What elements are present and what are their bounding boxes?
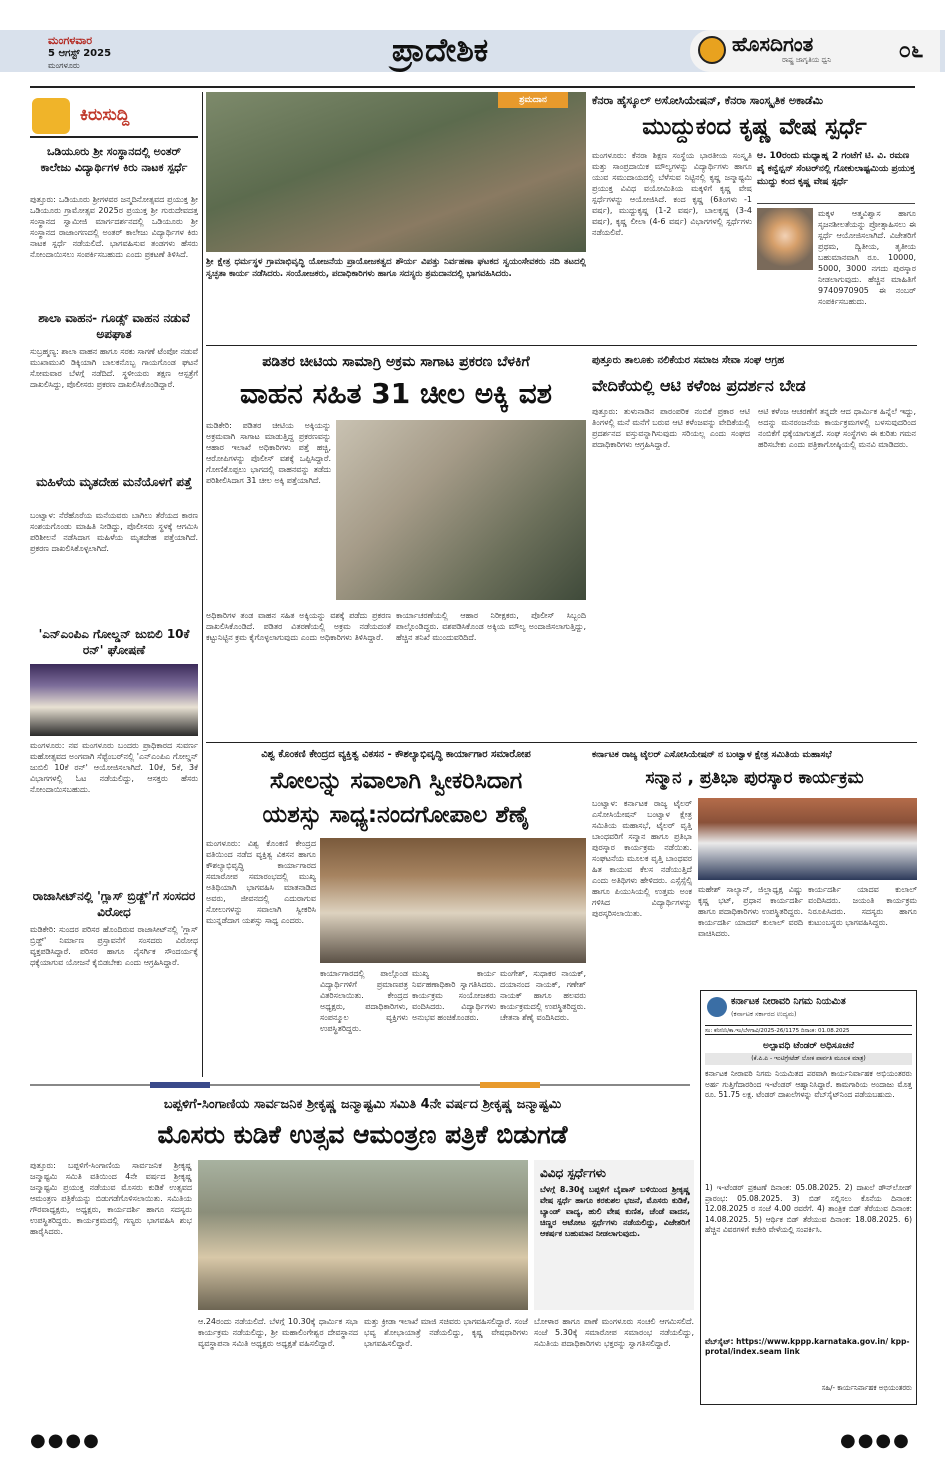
nandagopal-story xyxy=(206,746,586,1076)
tender-org-sub: (ಕರ್ನಾಟಕ ಸರ್ಕಾರದ ಉದ್ಯಮ) xyxy=(731,1010,797,1018)
nandagopal-body-2: ಕಾರ್ಯಾಗಾರದಲ್ಲಿ ಪಾಲ್ಗೊಂಡ ವಿದ್ಯಾರ್ಥಿಗಳಿಗೆ ಪ್ರಮಾಣಪತ್ರ ವಿತರಿಸಲಾಯಿತು. ಕೇಂದ್ರದ ಅಧ್ಯಕ್ಷರು, ಪದಾಧಿಕಾರಿಗಳು, ಸಂಪನ್ಮೂಲ ವ್ಯಕ್ತಿಗಳು ಉಪಸ್ಥಿತರಿದ್ದರು. xyxy=(320,969,408,1033)
kni-emblem-icon xyxy=(707,997,727,1017)
krishna-story xyxy=(592,92,917,342)
section-title: ಪ್ರಾದೇಶಿಕ xyxy=(391,31,489,69)
tender-title: ಅಲ್ಪಾವಧಿ ಟೆಂಡರ್ ಅಧಿಸೂಚನೆ xyxy=(763,1041,854,1051)
nmpa-photo xyxy=(30,664,198,736)
brief-2-body: ಸುಬ್ರಹ್ಮಣ್ಯ: ಶಾಲಾ ವಾಹನ ಹಾಗೂ ಸರಕು ಸಾಗಣೆ ಟೆಂಪೋ ನಡುವೆ ಮುಖಾಮುಖಿ ಡಿಕ್ಕಿಯಾಗಿ ಬಾಲಕನೊಬ್ಬ ಗಾಯಗೊಂಡ ಘಟನೆ ಸೋಮವಾರ ಬೆಳಗ್ಗೆ ನಡೆದಿದೆ. ಸ್ಥಳೀಯರು ತಕ್ಷಣ ಆಸ್ಪತ್ರೆಗೆ ದಾಖಲಿಸಿದ್ದು, ಪೊಲೀಸರು ಪ್ರಕರಣ ದಾಖಲಿಸಿಕೊಂಡಿದ್ದಾರೆ. xyxy=(30,347,198,389)
rice-body-3: ಕಾರ್ಯಾಚರಣೆಯಲ್ಲಿ ಆಹಾರ ನಿರೀಕ್ಷಕರು, ಪೊಲೀಸ್ ಸಿಬ್ಬಂದಿ ಪಾಲ್ಗೊಂಡಿದ್ದರು. ವಶಪಡಿಸಿಕೊಂಡ ಅಕ್ಕಿಯ ಮೌಲ್ಯ ಅಂದಾಜಿಸಲಾಗುತ್ತಿದ್ದು, ಹೆಚ್ಚಿನ ತನಿಖೆ ಮುಂದುವರಿದಿದೆ. xyxy=(396,611,586,642)
rice-photo xyxy=(336,420,586,600)
tailor-body-2: ಮಹೇಶ್ ಸಾಲ್ಯಾನ್, ಜಿಲ್ಲಾಧ್ಯಕ್ಷ ವಿಷ್ಣು ಕೃಷ್ಣ ಭಟ್, ಪ್ರಧಾನ ಕಾರ್ಯದರ್ಶಿ ಹಾಗೂ ಪದಾಧಿಕಾರಿಗಳು ಉಪಸ್ಥಿತರಿದ್ದರು. ಕಾರ್ಯದರ್ಶಿ ಯಾದವ್ ಕುಲಾಲ್ ವರದಿ ವಾಚಿಸಿದರು. xyxy=(698,885,803,938)
date-label: 5 ಆಗಸ್ಟ್ 2025 xyxy=(48,48,112,59)
rice-headline: ವಾಹನ ಸಹಿತ 31 ಚೀಲ ಅಕ್ಕಿ ವಶ xyxy=(239,377,553,410)
masthead-underline xyxy=(30,86,915,88)
puttur-kicker: ಪುತ್ತೂರು ತಾಲೂಕು ನಲಿಕೆಯರ ಸಮಾಜ ಸೇವಾ ಸಂಘ ಆಗ್ರಹ xyxy=(592,355,785,366)
janmashtami-body-2: ಆ.24ರಂದು ನಡೆಯಲಿದೆ. ಬೆಳಗ್ಗೆ 10.30ಕ್ಕೆ ಧಾರ್ಮಿಕ ಸಭಾ ಕಾರ್ಯಕ್ರಮ ನಡೆಯಲಿದ್ದು, ಶ್ರೀ ಮಹಾಲಿಂಗೇಶ್ವರ ದೇವಸ್ಥಾನದ ವ್ಯವಸ್ಥಾಪನಾ ಸಮಿತಿ ಅಧ್ಯಕ್ಷರು ಅಧ್ಯಕ್ಷತೆ ವಹಿಸಲಿದ್ದಾರೆ. xyxy=(198,1317,358,1348)
strip-segment-3 xyxy=(210,1084,480,1086)
brief-1-title: ಒಡಿಯೂರು ಶ್ರೀ ಸಂಸ್ಥಾನದಲ್ಲಿ ಅಂತರ್ ಕಾಲೇಜು ವಿದ್ಯಾರ್ಥಿಗಳ ಕಿರು ನಾಟಕ ಸ್ಪರ್ಧೆ xyxy=(40,145,188,174)
brief-4-body: ಮಂಗಳೂರು: ನವ ಮಂಗಳೂರು ಬಂದರು ಪ್ರಾಧಿಕಾರದ ಸುವರ್ಣ ಮಹೋತ್ಸವದ ಅಂಗವಾಗಿ ಸೆಪ್ಟೆಂಬರ್‌ನಲ್ಲಿ 'ಎನ್‌ಎಂಪಿಎ ಗೋಲ್ಡನ್ ಜುಬಿಲಿ 10ಕೆ ರನ್' ಆಯೋಜಿಸಲಾಗಿದೆ. 10ಕೆ, 5ಕೆ, 3ಕೆ ವಿಭಾಗಗಳಲ್ಲಿ ಓಟ ನಡೆಯಲಿದ್ದು, ಆಸಕ್ತರು ಹೆಸರು ನೋಂದಾಯಿಸಬಹುದು. xyxy=(30,741,198,794)
city-label: ಮಂಗಳೂರು xyxy=(48,61,80,70)
puttur-body-1: ಪುತ್ತೂರು: ತುಳುನಾಡಿನ ಪಾರಂಪರಿಕ ನಂಬಿಕೆ ಪ್ರಕಾರ ಆಟಿ ತಿಂಗಳಲ್ಲಿ ಮನೆ ಮನೆಗೆ ಬರುವ ಆಟಿ ಕಳೆಂಜವನ್ನು ವೇದಿಕೆಯಲ್ಲಿ ಪ್ರದರ್ಶನದ ವಸ್ತುವನ್ನಾಗಿಸುವುದು ಸರಿಯಲ್ಲ ಎಂದು ಸಂಘದ ಪದಾಧಿಕಾರಿಗಳು ಆಗ್ರಹಿಸಿದ್ದಾರೆ. xyxy=(592,407,750,449)
strip-segment-1 xyxy=(30,1084,150,1086)
strip-segment-5 xyxy=(540,1084,690,1086)
krishna-headline: ಮುದ್ದುಕಂದ ಕೃಷ್ಣ ವೇಷ ಸ್ಪರ್ಧೆ xyxy=(642,114,867,140)
janmashtami-body-4: ಬೋಳಾರ ಹಾಗೂ ಪಾಣೆ ಮಂಗಳೂರು ಸಂಚಲಿ ಆಗಮಿಸಲಿದೆ. ಸಂಜೆ 5.30ಕ್ಕೆ ಸಮಾರೋಪ ಸಮಾರಂಭ ನಡೆಯಲಿದ್ದು, ಸಮಿತಿಯ ಪದಾಧಿಕಾರಿಗಳು ಭಕ್ತರನ್ನು ಸ್ವಾಗತಿಸಲಿದ್ದಾರೆ. xyxy=(534,1317,694,1348)
tailor-body-1: ಬಂಟ್ವಾಳ: ಕರ್ನಾಟಕ ರಾಜ್ಯ ಟೈಲರ್ ಎಸೋಸಿಯೇಷನ್ ಬಂಟ್ವಾಳ ಕ್ಷೇತ್ರ ಸಮಿತಿಯ ಮಹಾಸಭೆ, ಟೈಲರ್ ವೃತ್ತಿ ಬಾಂಧವರಿಗೆ ಸನ್ಮಾನ ಹಾಗೂ ಪ್ರತಿಭಾ ಪುರಸ್ಕಾರ ಕಾರ್ಯಕ್ರಮ ನಡೆಯಿತು. ಸಂಘಟನೆಯ ಮೂಲಕ ವೃತ್ತಿ ಬಾಂಧವರ ಹಿತ ಕಾಯುವ ಕೆಲಸ ನಡೆಯುತ್ತಿದೆ ಎಂದು ಅತಿಥಿಗಳು ಹೇಳಿದರು. ಎಸ್ಸೆಸ್ಸೆಲ್ಸಿ ಹಾಗೂ ಪಿಯುಸಿಯಲ್ಲಿ ಉತ್ತಮ ಅಂಕ ಗಳಿಸಿದ ವಿದ್ಯಾರ್ಥಿಗಳನ್ನು ಪುರಸ್ಕರಿಸಲಾಯಿತು. xyxy=(592,799,692,918)
shramadana-story xyxy=(206,92,586,342)
nandagopal-headline-2: ಯಶಸ್ಸು ಸಾಧ್ಯ:ನಂದಗೋಪಾಲ ಶೆಣೈ xyxy=(262,802,530,828)
logo-emblem-icon xyxy=(698,36,726,64)
page-number: ೦೬ xyxy=(898,38,924,63)
tailor-photo xyxy=(698,798,917,880)
colour-strip xyxy=(30,1082,690,1088)
rice-body-1: ಮಡಿಕೇರಿ: ಪಡಿತರ ಚೀಟಿಯ ಅಕ್ಕಿಯನ್ನು ಅಕ್ರಮವಾಗಿ ಸಾಗಾಟ ಮಾಡುತ್ತಿದ್ದ ಪ್ರಕರಣವನ್ನು ಆಹಾರ ಇಲಾಖೆ ಅಧಿಕಾರಿಗಳು ಪತ್ತೆ ಹಚ್ಚಿ, ಆರೋಪಿಗಳನ್ನು ಪೊಲೀಸ್ ವಶಕ್ಕೆ ಒಪ್ಪಿಸಿದ್ದಾರೆ. ಗೋಣಿಕೊಪ್ಪಲು ಭಾಗದಲ್ಲಿ ವಾಹನವನ್ನು ತಡೆದು ಪರಿಶೀಲಿಸಿದಾಗ 31 ಚೀಲ ಅಕ್ಕಿ ಪತ್ತೆಯಾಗಿದೆ. xyxy=(206,421,331,485)
competitions-body: ಬೆಳಗ್ಗೆ 8.30ಕ್ಕೆ ಬಪ್ಪಳಿಗೆ ಬೈಪಾಸ್ ಬಳಿಯಿಂದ ಶ್ರೀಕೃಷ್ಣ ವೇಷ ಸ್ಪರ್ಧೆ ಹಾಗೂ ಕರಕುಶಲ ಭಜನೆ, ಮೊಸರು ಕುಡಿಕೆ, ಬ್ಯಾಂಡ್ ವಾದ್ಯ, ಹುಲಿ ವೇಷ ಕುಣಿತ, ಚೆಂಡೆ ವಾದನ, ಚಿಣ್ಣರ ಆಟೋಟ ಸ್ಪರ್ಧೆಗಳು ನಡೆಯಲಿದ್ದು, ವಿಜೇತರಿಗೆ ಆಕರ್ಷಕ ಬಹುಮಾನ ನೀಡಲಾಗುವುದು. xyxy=(540,1185,690,1238)
rice-story xyxy=(206,350,586,740)
tailor-headline: ಸನ್ಮಾನ , ಪ್ರತಿಭಾ ಪುರಸ್ಕಾರ ಕಾರ್ಯಕ್ರಮ xyxy=(645,768,864,788)
janmashtami-body-3: ಮತ್ತು ಕ್ರೀಡಾ ಇಲಾಖೆ ಮಾಜಿ ಸಚಿವರು ಭಾಗವಹಿಸಲಿದ್ದಾರೆ. ಸಂಜೆ ಭವ್ಯ ಶೋಭಾಯಾತ್ರೆ ನಡೆಯಲಿದ್ದು, ಕೃಷ್ಣ ವೇಷಧಾರಿಗಳು ಭಾಗವಹಿಸಲಿದ್ದಾರೆ. xyxy=(364,1317,528,1348)
left-column-divider xyxy=(202,92,203,1077)
row1-bottom-rule xyxy=(206,345,917,346)
brief-5-title: ರಾಜಾಸೀಟ್‌ನಲ್ಲಿ 'ಗ್ಲಾಸ್ ಬ್ರಿಡ್ಜ್'ಗೆ ಸಂಸದರ ವಿರೋಧ xyxy=(32,889,196,919)
paper-name: ಹೊಸದಿಗಂತ xyxy=(732,32,814,56)
janmashtami-body-1: ಪುತ್ತೂರು: ಬಪ್ಪಳಿಗೆ-ಸಿಂಗಾಣಿಯ ಸಾರ್ವಜನಿಕ ಶ್ರೀಕೃಷ್ಣ ಜನ್ಮಾಷ್ಟಮಿ ಸಮಿತಿ ವತಿಯಿಂದ 4ನೇ ವರ್ಷದ ಶ್ರೀಕೃಷ್ಣ ಜನ್ಮಾಷ್ಟಮಿ ಪ್ರಯುಕ್ತ ನಡೆಯುವ ಮೊಸರು ಕುಡಿಕೆ ಉತ್ಸವದ ಆಮಂತ್ರಣ ಪತ್ರಿಕೆಯನ್ನು ಬಿಡುಗಡೆಗೊಳಿಸಲಾಯಿತು. ಸಮಿತಿಯ ಗೌರವಾಧ್ಯಕ್ಷರು, ಅಧ್ಯಕ್ಷರು, ಕಾರ್ಯದರ್ಶಿ ಹಾಗೂ ಸದಸ್ಯರು ಉಪಸ್ಥಿತರಿದ್ದರು. ಕಾರ್ಯಕ್ರಮದಲ್ಲಿ ಗಣ್ಯರು ಭಾಗವಹಿಸಿ ಶುಭ ಹಾರೈಸಿದರು. xyxy=(30,1161,192,1236)
brief-2-title: ಶಾಲಾ ವಾಹನ- ಗೂಡ್ಸ್ ವಾಹನ ನಡುವೆ ಅಪಘಾತ xyxy=(38,311,190,341)
krishna-child-photo xyxy=(757,208,813,270)
brief-3-body: ಬಂಟ್ವಾಳ: ನೆರೆಹೊರೆಯ ಮನೆಯವರು ಬಾಗಿಲು ತೆರೆಯದ ಕಾರಣ ಸಂಶಯಗೊಂಡು ಮಾಹಿತಿ ನೀಡಿದ್ದು, ಪೊಲೀಸರು ಸ್ಥಳಕ್ಕೆ ಆಗಮಿಸಿ ಪರಿಶೀಲನೆ ನಡೆಸಿದಾಗ ಮಹಿಳೆಯ ಮೃತದೇಹ ಪತ್ತೆಯಾಗಿದೆ. ಪ್ರಕರಣ ದಾಖಲಿಸಿಕೊಳ್ಳಲಾಗಿದೆ. xyxy=(30,511,198,553)
masthead xyxy=(0,0,945,88)
footer-dots-right: ●●●● xyxy=(840,1430,911,1451)
brief-3-title: ಮಹಿಳೆಯ ಮೃತದೇಹ ಮನೆಯೊಳಗೆ ಪತ್ತೆ xyxy=(36,475,192,489)
tender-notice xyxy=(700,990,917,1405)
tailor-story xyxy=(592,746,917,986)
nandagopal-headline-1: ಸೋಲನ್ನು ಸವಾಲಾಗಿ ಸ್ವೀಕರಿಸಿದಾಗ xyxy=(269,768,523,794)
strip-segment-4 xyxy=(480,1082,540,1088)
krishna-body-1: ಮಂಗಳೂರು: ಕೆನರಾ ಶಿಕ್ಷಣ ಸಂಸ್ಥೆಯ ಭಾರತೀಯ ಸಂಸ್ಕೃತಿ ಮತ್ತು ಸಾಂಪ್ರದಾಯಿಕ ಮೌಲ್ಯಗಳನ್ನು ವಿದ್ಯಾರ್ಥಿಗಳು ಹಾಗೂ ಯುವ ಸಮುದಾಯದಲ್ಲಿ ಬೆಳೆಸುವ ನಿಟ್ಟಿನಲ್ಲಿ ಕೃಷ್ಣ ಜನ್ಮಾಷ್ಟಮಿ ಪ್ರಯುಕ್ತ ವಿವಿಧ ವಯೋಮಿತಿಯ ಮಕ್ಕಳಿಗೆ ಕೃಷ್ಣ ವೇಷ ಸ್ಪರ್ಧೆಗಳನ್ನು ಆಯೋಜಿಸಿದೆ. ಕಂದ ಕೃಷ್ಣ (6ತಿಂಗಳು -1 ವರ್ಷ), ಮುದ್ದುಕೃಷ್ಣ (1-2 ವರ್ಷ), ಬಾಲಕೃಷ್ಣ (3-4 ವರ್ಷ), ಕೃಷ್ಣ ಲೀಲಾ (4-6 ವರ್ಷ) ವಿಭಾಗಗಳಲ್ಲಿ ಸ್ಪರ್ಧೆಗಳು ನಡೆಯಲಿವೆ. xyxy=(592,151,752,237)
day-label: ಮಂಗಳವಾರ xyxy=(48,34,93,47)
tender-ref: ಸಂ: ಕನೀನಿನಿ/ಕಾ.ಇಂ/ಬೆಳಗಾವಿ/2025-26/1175 ದಿನಾಂಕ: 01.08.2025 xyxy=(705,1025,912,1035)
shramadana-caption: ಶ್ರೀ ಕ್ಷೇತ್ರ ಧರ್ಮಸ್ಥಳ ಗ್ರಾಮಾಭಿವೃದ್ಧಿ ಯೋಜನೆಯ ಪ್ರಾಯೋಜಕತ್ವದ ಶೌರ್ಯ ವಿಪತ್ತು ನಿರ್ವಹಣಾ ಘಟಕದ ಸ್ವಯಂಸೇವಕರು ನದಿ ತಟದಲ್ಲಿ ಸ್ವಚ್ಛತಾ ಕಾರ್ಯ ನಡೆಸಿದರು. ಸಂಯೋಜಕರು, ಪದಾಧಿಕಾರಿಗಳು ಹಾಗೂ ಸದಸ್ಯರು ಶ್ರಮದಾನದಲ್ಲಿ ಭಾಗವಹಿಸಿದರು. xyxy=(206,257,586,279)
janmashtami-kicker: ಬಪ್ಪಳಿಗೆ-ಸಿಂಗಾಣಿಯ ಸಾರ್ವಜನಿಕ ಶ್ರೀಕೃಷ್ಣ ಜನ್ಮಾಷ್ಟಮಿ ಸಮಿತಿ 4ನೇ ವರ್ಷದ ಶ್ರೀಕೃಷ್ಣ ಜನ್ಮಾಷ್ಟಮಿ xyxy=(163,1097,562,1112)
tender-subtitle: (ಕೆ.ಪಿ.ಪಿ - ಇಂಟಿಗ್ರೇಟೆಡ್ ಲೋಕ ಪಾರ್ವತಿ ಮೂಲಕ ಮಾತ್ರ) xyxy=(705,1053,912,1065)
puttur-headline: ವೇದಿಕೆಯಲ್ಲಿ ಆಟಿ ಕಳೆಂಜ ಪ್ರದರ್ಶನ ಬೇಡ xyxy=(592,376,806,395)
krishna-body-2: ಮಕ್ಕಳ ಆತ್ಮವಿಶ್ವಾಸ ಹಾಗೂ ಸೃಜನಶೀಲತೆಯನ್ನು ಪ್ರೋತ್ಸಾಹಿಸಲು ಈ ಸ್ಪರ್ಧೆ ಆಯೋಜಿಸಲಾಗಿದೆ. ವಿಜೇತರಿಗೆ ಪ್ರಥಮ, ದ್ವಿತೀಯ, ತೃತೀಯ ಬಹುಮಾನವಾಗಿ ರೂ. 10000, 5000, 3000 ನಗದು ಪುರಸ್ಕಾರ ನೀಡಲಾಗುವುದು. ಹೆಚ್ಚಿನ ಮಾಹಿತಿಗೆ 9740970905 ಈ ನಂಬರ್ ಸಂಪರ್ಕಿಸಬಹುದು. xyxy=(818,209,916,306)
tender-website: ವೆಬ್‌ಸೈಟ್: https://www.kppp.karnataka.gov.in/ kpp-protal/index.seam link xyxy=(705,1337,910,1356)
nandagopal-body-1: ಮಂಗಳೂರು: ವಿಶ್ವ ಕೊಂಕಣಿ ಕೇಂದ್ರದ ವತಿಯಿಂದ ನಡೆದ ವ್ಯಕ್ತಿತ್ವ ವಿಕಸನ ಹಾಗೂ ಕೌಶಲ್ಯಾಭಿವೃದ್ಧಿ ಕಾರ್ಯಾಗಾರದ ಸಮಾರೋಪ ಸಮಾರಂಭದಲ್ಲಿ ಮುಖ್ಯ ಅತಿಥಿಯಾಗಿ ಭಾಗವಹಿಸಿ ಮಾತನಾಡಿದ ಅವರು, ಜೀವನದಲ್ಲಿ ಎದುರಾಗುವ ಸೋಲುಗಳನ್ನು ಸವಾಲಾಗಿ ಸ್ವೀಕರಿಸಿ ಮುನ್ನಡೆದಾಗ ಯಶಸ್ಸು ಸಾಧ್ಯ ಎಂದರು. xyxy=(206,839,316,925)
strip-segment-2 xyxy=(150,1082,210,1088)
tender-schedule: 1) ಇ-ಟೆಂಡರ್ ಪ್ರಕಟಣೆ ದಿನಾಂಕ: 05.08.2025. 2) ದಾಖಲೆ ಡೌನ್‌ಲೋಡ್ ಪ್ರಾರಂಭ: 05.08.2025. 3) ಬಿಡ್ ಸಲ್ಲಿಸಲು ಕೊನೆಯ ದಿನಾಂಕ: 12.08.2025 ರ ಸಂಜೆ 4.00 ರವರೆಗೆ. 4) ತಾಂತ್ರಿಕ ಬಿಡ್ ತೆರೆಯುವ ದಿನಾಂಕ: 14.08.2025. 5) ಆರ್ಥಿಕ ಬಿಡ್ ತೆರೆಯುವ ದಿನಾಂಕ: 18.08.2025. 6) ಹೆಚ್ಚಿನ ವಿವರಗಳಿಗೆ ಕಚೇರಿ ವೇಳೆಯಲ್ಲಿ ಸಂಪರ್ಕಿಸಿ. xyxy=(705,1183,912,1234)
tender-signature: ಸಹಿ/- ಕಾರ್ಯನಿರ್ವಾಹಕ ಅಭಿಯಂತರರು xyxy=(821,1384,912,1392)
invitation-release-photo xyxy=(198,1160,528,1310)
krishna-box: ಆ. 10ರಂದು ಮಧ್ಯಾಹ್ನ 2 ಗಂಟೆಗೆ ಟಿ. ವಿ. ರಮಣ ಪೈ ಕನ್ವೆನ್ಷನ್ ಸೆಂಟರ್‌ನಲ್ಲಿ ಗೋಕುಲಾಷ್ಟಮಿಯ ಪ್ರಯುಕ್ತ ಮುದ್ದು ಕಂದ ಕೃಷ್ಣ ವೇಷ ಸ್ಪರ್ಧೆ xyxy=(757,150,915,204)
row2-bottom-rule xyxy=(206,742,917,743)
hand-icon xyxy=(32,98,70,134)
tailor-body-3: ಕಾರ್ಯದರ್ಶಿ ಯಾದವ ಕುಲಾಲ್ ವಂದಿಸಿದರು. ಜಯಂತಿ ಕಾರ್ಯಕ್ರಮ ನಿರೂಪಿಸಿದರು. ಸದಸ್ಯರು ಹಾಗೂ ಕುಟುಂಬಸ್ಥರು ಭಾಗವಹಿಸಿದ್ದರು. xyxy=(808,885,917,927)
janmashtami-story xyxy=(30,1094,695,1419)
nandagopal-kicker: ವಿಶ್ವ ಕೊಂಕಣಿ ಕೇಂದ್ರದ ವ್ಯಕ್ತಿತ್ವ ವಿಕಸನ - ಕೌಶಲ್ಯಾಭಿವೃದ್ಧಿ ಕಾರ್ಯಾಗಾರ ಸಮಾರೋಪ xyxy=(261,749,531,760)
date-block xyxy=(48,34,168,78)
group-photo xyxy=(320,838,586,963)
kirusuddi-header xyxy=(30,92,198,138)
tailor-kicker: ಕರ್ನಾಟಕ ರಾಜ್ಯ ಟೈಲರ್ ಎಸೋಸಿಯೇಷನ್ ನ ಬಂಟ್ವಾಳ ಕ್ಷೇತ್ರ ಸಮಿತಿಯ ಮಹಾಸಭೆ xyxy=(592,750,832,760)
shramadana-photo xyxy=(206,92,586,252)
brief-5-body: ಮಡಿಕೇರಿ: ಸುಂದರ ಪರಿಸರ ಹೊಂದಿರುವ ರಾಜಾಸೀಟ್‌ನಲ್ಲಿ 'ಗ್ಲಾಸ್ ಬ್ರಿಡ್ಜ್' ನಿರ್ಮಾಣ ಪ್ರಸ್ತಾವನೆಗೆ ಸಂಸದರು ವಿರೋಧ ವ್ಯಕ್ತಪಡಿಸಿದ್ದಾರೆ. ಪರಿಸರ ಹಾಗೂ ನೈಸರ್ಗಿಕ ಸೌಂದರ್ಯಕ್ಕೆ ಧಕ್ಕೆಯಾಗುವ ಯೋಜನೆ ಕೈಬಿಡಬೇಕು ಎಂದು ಆಗ್ರಹಿಸಿದ್ದಾರೆ. xyxy=(30,925,198,967)
rice-kicker: ಪಡಿತರ ಚೀಟಿಯ ಸಾಮಾಗ್ರಿ ಅಕ್ರಮ ಸಾಗಾಟ ಪ್ರಕರಣ ಬೆಳಕಿಗೆ xyxy=(262,354,530,370)
kirusuddi-label: ಕಿರುಸುದ್ದಿ xyxy=(80,105,130,125)
paper-tagline: ರಾಷ್ಟ್ರ ಜಾಗೃತಿಯ ಧ್ವನಿ xyxy=(782,56,832,64)
competitions-title: ವಿವಿಧ ಸ್ಪರ್ಧೆಗಳು xyxy=(540,1166,606,1180)
competitions-box xyxy=(534,1160,694,1310)
tender-org: ಕರ್ನಾಟಕ ನೀರಾವರಿ ನಿಗಮ ನಿಯಮಿತ xyxy=(731,996,846,1007)
puttur-story xyxy=(592,350,917,740)
nandagopal-body-3: ಮುಖ್ಯ ಕಾರ್ಯ ನಿರ್ವಹಣಾಧಿಕಾರಿ ಸ್ವಾಗತಿಸಿದರು. ಕಾರ್ಯಕ್ರಮ ಸಂಯೋಜಕರು ವಂದಿಸಿದರು. ವಿದ್ಯಾರ್ಥಿಗಳು ಅನುಭವ ಹಂಚಿಕೊಂಡರು. xyxy=(412,969,496,1022)
nandagopal-body-4: ಮಂಗೇಶ್, ಸುಧಾಕರ ನಾಯಕ್, ದಯಾನಂದ ನಾಯಕ್, ಗಣೇಶ್ ನಾಯಕ್ ಹಾಗೂ ಹಲವರು ಕಾರ್ಯಕ್ರಮದಲ್ಲಿ ಉಪಸ್ಥಿತರಿದ್ದರು. ಚೇತನಾ ಶೆಣೈ ವಂದಿಸಿದರು. xyxy=(500,969,586,1022)
brief-4-title: 'ಎನ್‌ಎಂಪಿಎ ಗೋಲ್ಡನ್ ಜುಬಿಲಿ 10ಕೆ ರನ್' ಘೋಷಣೆ xyxy=(38,627,190,657)
rice-body-2: ಅಧಿಕಾರಿಗಳ ತಂಡ ವಾಹನ ಸಹಿತ ಅಕ್ಕಿಯನ್ನು ವಶಕ್ಕೆ ಪಡೆದು ಪ್ರಕರಣ ದಾಖಲಿಸಿಕೊಂಡಿದೆ. ಪಡಿತರ ವಿತರಣೆಯಲ್ಲಿ ಅಕ್ರಮ ನಡೆಯದಂತೆ ಕಟ್ಟುನಿಟ್ಟಿನ ಕ್ರಮ ಕೈಗೊಳ್ಳಲಾಗುವುದು ಎಂದು ಅಧಿಕಾರಿಗಳು ತಿಳಿಸಿದ್ದಾರೆ. xyxy=(206,611,391,642)
janmashtami-headline: ಮೊಸರು ಕುಡಿಕೆ ಉತ್ಸವ ಆಮಂತ್ರಣ ಪತ್ರಿಕೆ ಬಿಡುಗಡೆ xyxy=(157,1120,568,1149)
krishna-kicker: ಕೆನರಾ ಹೈಸ್ಕೂಲ್ ಅಸೋಸಿಯೇಷನ್, ಕೆನರಾ ಸಾಂಸ್ಕೃತಿಕ ಅಕಾಡೆಮಿ xyxy=(592,94,823,107)
paper-logo xyxy=(690,30,940,72)
shramadana-badge: ಶ್ರಮದಾನ xyxy=(498,92,568,108)
puttur-body-2: ಆಟಿ ಕಳೆಂಜ ಆಚರಣೆಗೆ ತನ್ನದೇ ಆದ ಧಾರ್ಮಿಕ ಹಿನ್ನೆಲೆ ಇದ್ದು, ಅದನ್ನು ಮನರಂಜನೆಯ ಕಾರ್ಯಕ್ರಮಗಳಲ್ಲಿ ಬಳಸುವುದರಿಂದ ನಂಬಿಕೆಗೆ ಧಕ್ಕೆಯಾಗುತ್ತದೆ. ಸಂಘ ಸಂಸ್ಥೆಗಳು ಈ ಕುರಿತು ಗಮನ ಹರಿಸಬೇಕು ಎಂದು ಪತ್ರಿಕಾಗೋಷ್ಠಿಯಲ್ಲಿ ಮನವಿ ಮಾಡಿದರು. xyxy=(758,407,916,449)
tender-body: ಕರ್ನಾಟಕ ನೀರಾವರಿ ನಿಗಮ ನಿಯಮಿತದ ಪರವಾಗಿ ಕಾರ್ಯನಿರ್ವಾಹಕ ಅಭಿಯಂತರರು ಅರ್ಹ ಗುತ್ತಿಗೆದಾರರಿಂದ ಇ-ಟೆಂಡರ್ ಆಹ್ವಾನಿಸಿದ್ದಾರೆ. ಕಾಮಗಾರಿಯ ಅಂದಾಜು ಮೊತ್ತ ರೂ. 51.75 ಲಕ್ಷ. ಟೆಂಡರ್ ದಾಖಲೆಗಳನ್ನು ವೆಬ್‌ಸೈಟ್‌ನಿಂದ ಪಡೆಯಬಹುದು. xyxy=(705,1069,912,1099)
brief-1-body: ಪುತ್ತೂರು: ಒಡಿಯೂರು ಶ್ರೀಗಳವರ ಜನ್ಮದಿನೋತ್ಸವದ ಪ್ರಯುಕ್ತ ಶ್ರೀ ಒಡಿಯೂರು ಗ್ರಾಮೋತ್ಸವ 2025ರ ಪ್ರಯುಕ್ತ ಶ್ರೀ ಗುರುದೇವದತ್ತ ಸಂಸ್ಥಾನದ ಸ್ವಾಮೀಜಿ ಮಾರ್ಗದರ್ಶನದಲ್ಲಿ ಒಡಿಯೂರು ಶ್ರೀ ಸಂಸ್ಥಾನದ ರಾಜಾಂಗಣದಲ್ಲಿ ಅಂತರ್ ಕಾಲೇಜು ವಿದ್ಯಾರ್ಥಿಗಳ ಕಿರು ನಾಟಕ ಸ್ಪರ್ಧೆ ನಡೆಯಲಿದೆ. ಭಾಗವಹಿಸುವ ತಂಡಗಳು ಹೆಸರು ನೋಂದಾಯಿಸಲು ಸಂಪರ್ಕಿಸಬಹುದು ಎಂದು ಪ್ರಕಟಣೆ ತಿಳಿಸಿದೆ. xyxy=(30,195,198,259)
footer-dots-left: ●●●● xyxy=(30,1430,101,1451)
